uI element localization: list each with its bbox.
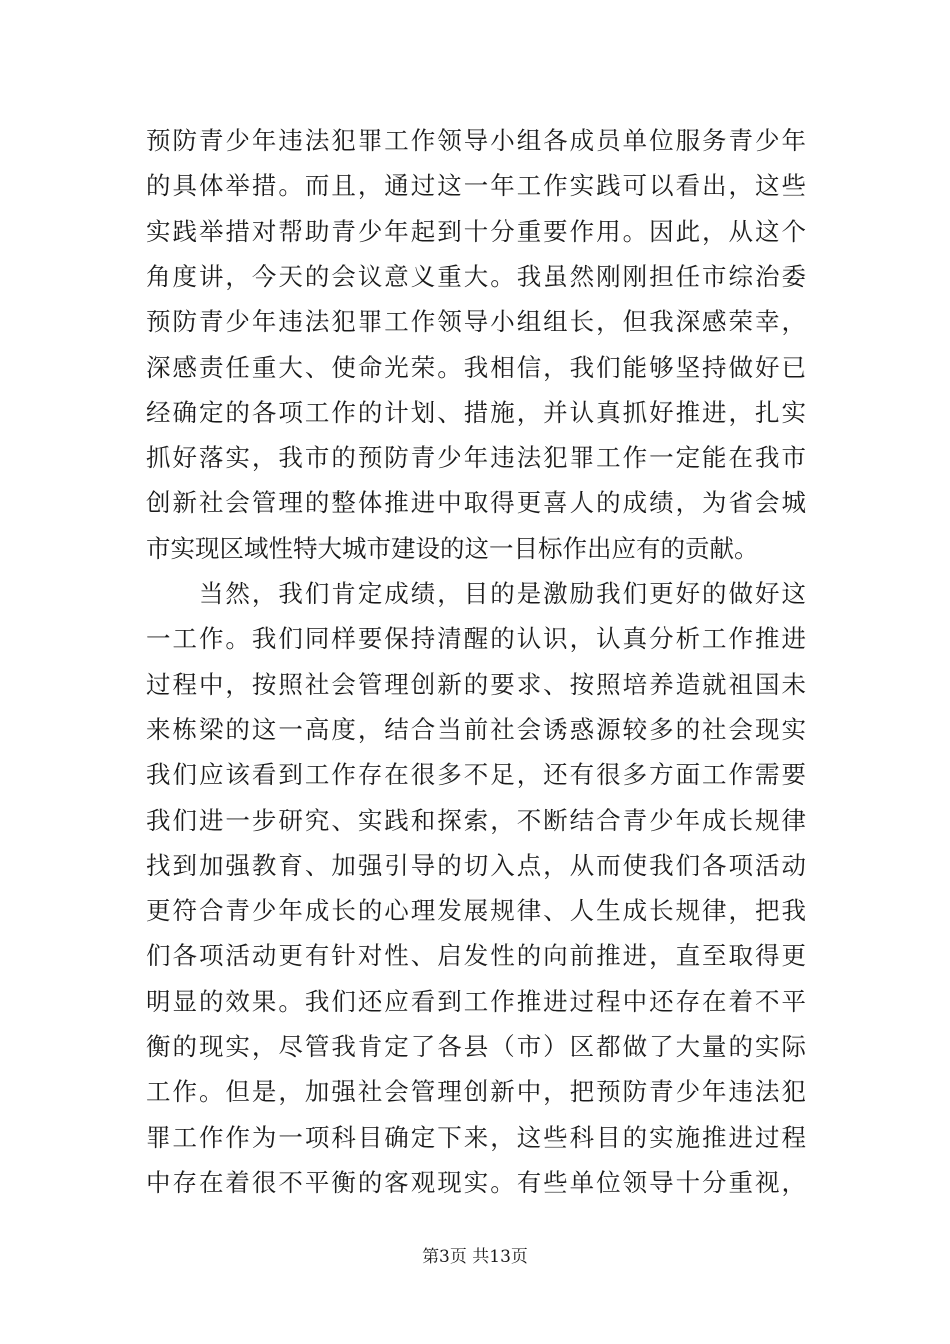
text-line: 的具体举措。而且，通过这一年工作实践可以看出，这些	[146, 171, 806, 201]
text-line: 预防青少年违法犯罪工作领导小组组长，但我深感荣幸，	[146, 307, 806, 337]
text-line: 预防青少年违法犯罪工作领导小组各成员单位服务青少年	[146, 126, 806, 155]
text-line: 们各项活动更有针对性、启发性的向前推进，直至取得更	[146, 941, 806, 971]
text-line: 工作。但是，加强社会管理创新中，把预防青少年违法犯	[146, 1077, 806, 1107]
text-line: 深感责任重大、使命光荣。我相信，我们能够坚持做好已	[146, 352, 806, 382]
text-line: 我们应该看到工作存在很多不足，还有很多方面工作需要	[146, 760, 806, 790]
text-line: 实践举措对帮助青少年起到十分重要作用。因此，从这个	[146, 216, 806, 246]
text-line: 找到加强教育、加强引导的切入点，从而使我们各项活动	[146, 850, 806, 880]
text-line: 创新社会管理的整体推进中取得更喜人的成绩，为省会城	[146, 488, 806, 518]
text-line: 抓好落实，我市的预防青少年违法犯罪工作一定能在我市	[146, 443, 806, 473]
text-line: 市实现区域性特大城市建设的这一目标作出应有的贡献。	[146, 533, 759, 563]
text-line: 中存在着很不平衡的客观现实。有些单位领导十分重视，	[146, 1167, 806, 1197]
text-line: 一工作。我们同样要保持清醒的认识，认真分析工作推进	[146, 624, 806, 654]
text-line: 衡的现实，尽管我肯定了各县（市）区都做了大量的实际	[146, 1032, 806, 1061]
text-line: 更符合青少年成长的心理发展规律、人生成长规律，把我	[146, 896, 806, 926]
text-line: 经确定的各项工作的计划、措施，并认真抓好推进，扎实	[146, 397, 806, 427]
text-line: 当然，我们肯定成绩，目的是激励我们更好的做好这	[146, 579, 806, 608]
text-line: 我们进一步研究、实践和探索，不断结合青少年成长规律	[146, 805, 806, 835]
text-line: 来栋梁的这一高度，结合当前社会诱惑源较多的社会现实	[146, 714, 806, 744]
text-line: 明显的效果。我们还应看到工作推进过程中还存在着不平	[146, 986, 806, 1016]
text-line: 罪工作作为一项科目确定下来，这些科目的实施推进过程	[146, 1122, 806, 1152]
page-footer: 第3页 共13页	[422, 1247, 528, 1267]
text-line: 过程中，按照社会管理创新的要求、按照培养造就祖国未	[146, 669, 806, 699]
text-line: 角度讲，今天的会议意义重大。我虽然刚刚担任市综治委	[146, 261, 806, 291]
